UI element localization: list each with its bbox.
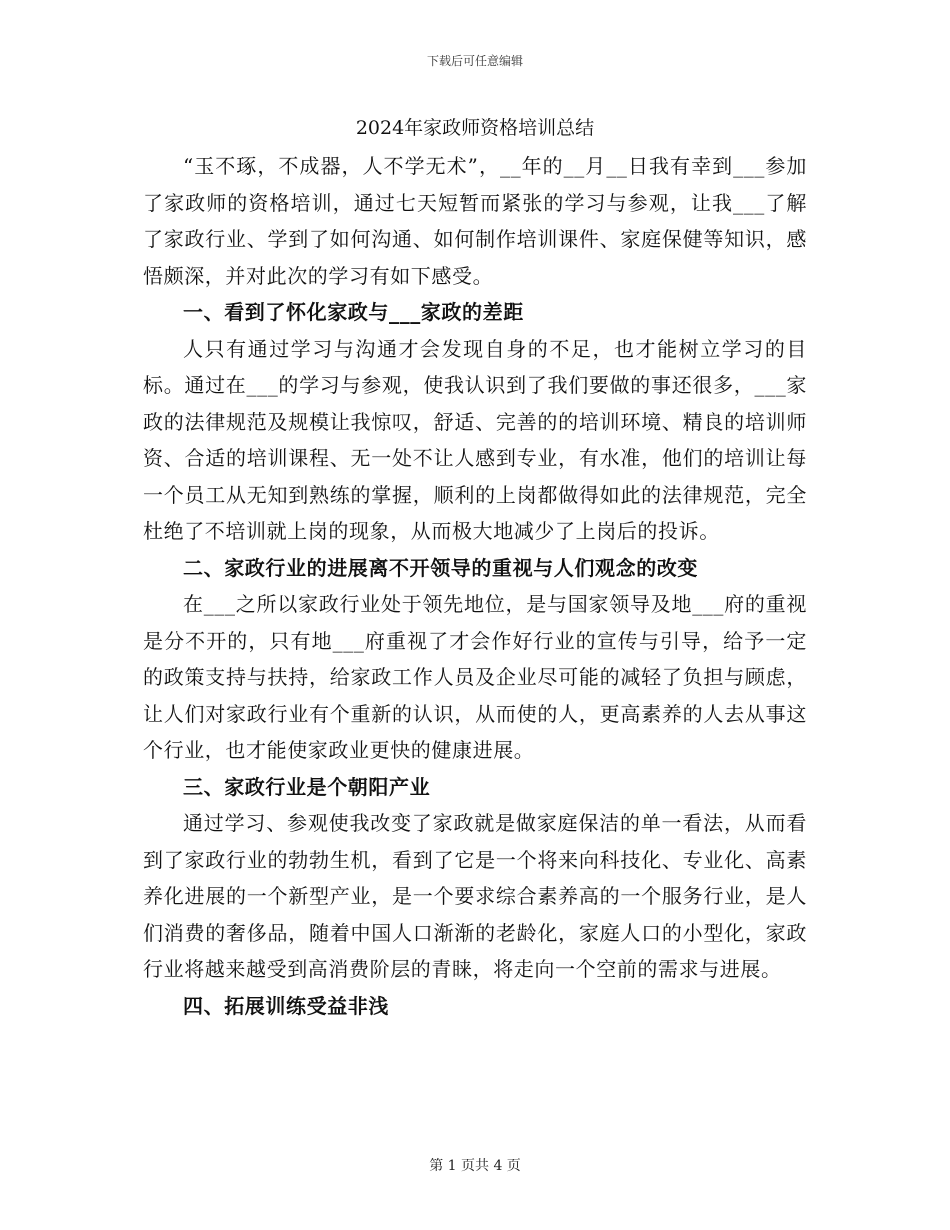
section-heading-1: 一、看到了怀化家政与___家政的差距	[183, 300, 524, 324]
page-number-footer: 第 1 页共 4 页	[429, 1158, 521, 1174]
section-1-paragraph: 人只有通过学习与沟通才会发现自身的不足，也才能树立学习的目标。通过在___的学习与参观，使我认识到了我们要做的事还很多，___家政的法律规范及规模让我惊叹，舒适、完善的的培训环境、精良的培训师资、合适的培训课程、无一处不让人感到专业，有水准，他们的培训让每一个员工从无知到熟练的掌握，顺利的上岗都做得如此的法律规范，完全杜绝了不培训就上岗的现象，从而极大地减少了上岗后的投诉。	[143, 336, 807, 543]
section-2-paragraph: 在___之所以家政行业处于领先地位，是与国家领导及地___府的重视是分不开的，只有地___府重视了才会作好行业的宣传与引导，给予一定的政策支持与扶持，给家政工作人员及企业尽可能的减轻了负担与顾虑，让人们对家政行业有个重新的认识，从而使的人，更高素养的人去从事这个行业，也才能使家政业更快的健康进展。	[143, 592, 807, 762]
document-title: 2024年家政师资格培训总结	[355, 117, 595, 139]
section-heading-3: 三、家政行业是个朝阳产业	[183, 774, 431, 799]
section-heading-4: 四、拓展训练受益非浅	[183, 993, 389, 1018]
section-heading-2: 二、家政行业的进展离不开领导的重视与人们观念的改变	[183, 555, 698, 580]
page-header-note: 下载后可任意编辑	[426, 54, 523, 68]
section-3-paragraph: 通过学习、参观使我改变了家政就是做家庭保洁的单一看法，从而看到了家政行业的勃勃生机，看到了它是一个将来向科技化、专业化、高素养化进展的一个新型产业，是一个要求综合素养高的一个服务行业，是人们消费的奢侈品，随着中国人口渐渐的老龄化，家庭人口的小型化，家政行业将越来越受到高消费阶层的青睐，将走向一个空前的需求与进展。	[143, 811, 807, 981]
intro-paragraph: “玉不琢，不成器，人不学无术”，__年的__月__日我有幸到___参加了家政师的资格培训，通过七天短暂而紧张的学习与参观，让我___了解了家政行业、学到了如何沟通、如何制作培训课件、家庭保健等知识，感悟颇深，并对此次的学习有如下感受。	[143, 154, 807, 288]
document-body	[143, 148, 807, 1024]
